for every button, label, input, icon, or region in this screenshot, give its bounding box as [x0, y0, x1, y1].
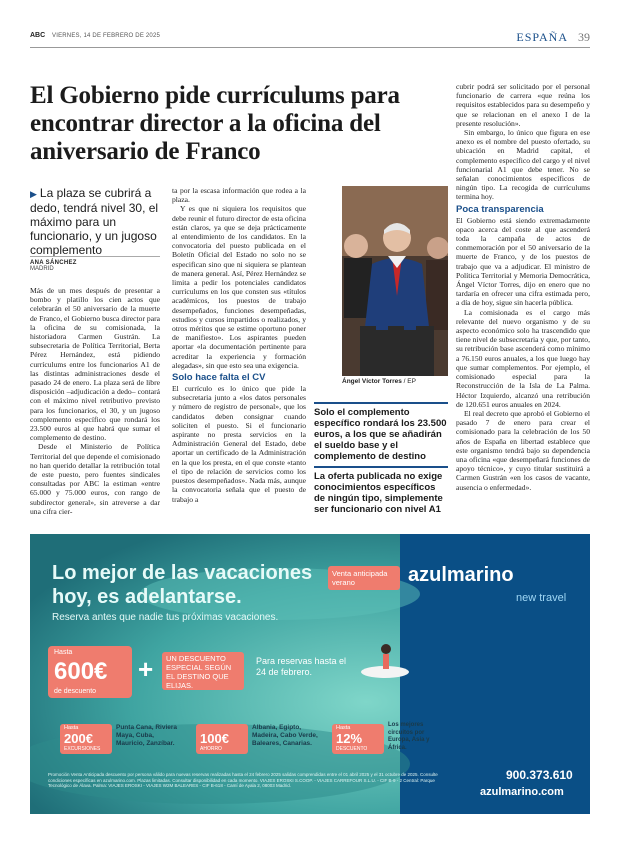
paragraph: ta por la escasa información que rodea a la plaza. [172, 186, 306, 205]
ad-brand-sub: new travel [516, 592, 567, 604]
deadline: Para reservas hasta el 24 de febrero. [256, 656, 347, 677]
byline [30, 256, 160, 272]
photo-illustration [342, 186, 448, 376]
column-4 [456, 82, 590, 492]
ad-brand: azulmarino [408, 564, 514, 586]
ad-legal: Promoción Venta Anticipada descuento por persona válido para nuevas reservas realizadas hasta el 24 febrero 2025 salidas comprendidas entre el 01 abril 2025 y el 31 octubre de 2025. Consulte condiciones específicas en azulmarino.com. Plazas limitadas. Consultar disponibilidad en cada momento. VIAJES EROSKI S.COOP. - VIAJES CARREFOUR S.L.U. - CIF B-9 - 2 Central: Parque Tecnológico de Álava. Palma: VIAJES EROSKI - VIAJES W2M BALEARES - CIF B-618 - Camí de Ayala 2, 08003 Madrid. [48, 772, 438, 789]
column-2 [172, 186, 306, 504]
paragraph: El Gobierno está siendo extremadamente opaco acerca del coste al que ascenderá toda la campaña de actos de conmemoración por el 50 aniversario de la muerte de Franco, y de los puestos de trabajo que va a adjudicar. El ministro de Política Territorial y Memoria Democrática, Ángel Víctor Torres, dijo en enero que no tardaría en ofrecer una cifra estimada pero, a día de hoy, sigue sin hacerla pública. [456, 215, 590, 308]
offer-1-box: Hasta 200€ EXCURSIONES [60, 724, 112, 754]
subheading: Poca transparencia [456, 203, 544, 215]
pull-quote-1: Solo el complemento específico rondará los 23.500 euros, a los que se añadirán el sueldo base y el complemento de destino [314, 402, 448, 462]
author-location: MADRID [30, 266, 54, 272]
paragraph: El currículo es lo único que pide la subsecretaria junto a «los datos personales y número de registro de personal», que los candidatos deben consignar cuando soliciten el puesto. Si el funcionario aspirante no presta servicios en la Administración General del Estado, debe aportar un certificado de la Administración en la que los presta, en el que conste «tanto el tipo de relación de servicios como los puestos desempeñados». Nada más, aunque la convocatoria señala que el puesto de trabajo a [172, 384, 306, 504]
page-number: 39 [578, 30, 590, 44]
offer-2-destinations: Albania, Egipto, Madeira, Cabo Verde, Baleares, Canarias. [252, 724, 318, 747]
offer-3-destinations: Los mejores circuitos por Europa, Asia y África. [388, 722, 430, 751]
photo-caption: Ángel Víctor Torres / EP [342, 378, 416, 385]
lead-triangle-icon: ▶ [30, 189, 37, 199]
discount-up-to: Hasta [54, 649, 73, 656]
ad-headline-2: hoy, es adelantarse. [52, 586, 242, 608]
paragraph: Más de un mes después de presentar a bombo y platillo los cien actos que celebrarán el 50 aniversario de la muerte de Franco, el Gobierno busca director para la oficina de su comisionada, la historiadora Carmen Gustrán. La subsecretaria de Política Territorial, Berta Pérez Hernández, está pidiendo currículums entre los funcionarios A1 de las distintas administraciones desde el pasado 24 de enero. La plaza será de libre disposición –adjudicación a dedo– contará con el máximo nivel retributivo previsto para los funcionarios, el 30, y un jugoso complemento específico que rondará los 23.500 euros al que habrá que sumar el complemento de destino. [30, 286, 160, 443]
paragraph: cubrir podrá ser solicitado por el personal funcionario de carrera «que reúna los requisitos establecidos para su desempeño y que se relacionan en el anexo I de la presente resolución». [456, 82, 590, 128]
special-discount: UN DESCUENTO ESPECIAL SEGÚN EL DESTINO QUE ELIJAS. [162, 652, 244, 690]
author-name: ANA SÁNCHEZ [30, 260, 77, 266]
paragraph: El real decreto que aprobó el Gobierno el pasado 7 de enero para crear el comisionado para la celebración de los 50 años de España en libertad establece que este organismo tendrá bajo su dependencia una oficina «que desempeñará funciones de apoyo técnico», y cuyo titular sustituirá a Carmen Gustrán «en los casos de vacante, ausencia o enfermedad». [456, 408, 590, 492]
paragraph: Y es que ni siquiera los requisitos que debe reunir el futuro director de esta oficina están claros, ya que se deja prácticamente al entendimiento de los candidatos. En la convocatoria del puesto publicada en el Boletín Oficial del Estado no solo no se especifican sino que ni siquiera se plantean de manera general. Así, Pérez Hernández se limita a pedir los potenciales candidatos currículums en los que consten sus «títulos académicos, los puestos de trabajo desempeñados, funciones desempeñadas, estudios y cursos impartidos o realizados, y otros méritos que se estime oportuno poner de manifiesto». Los aspirantes pueden aportar «la documentación pertinente para acreditar la experiencia y formación alegadas», sin que esto sea una exigencia. [172, 204, 306, 370]
discount-box [48, 646, 132, 698]
section-name: ESPAÑA [516, 30, 568, 44]
article-photo [342, 186, 448, 376]
advertisement[interactable] [30, 534, 590, 814]
discount-label: de descuento [54, 688, 97, 695]
paragraph: Desde el Ministerio de Política Territorial del que depende el comisionado no han querido detallar la retribución total de este puesto, pero fuentes sindicales consultadas por ABC la estiman «entre 65.000 y 75.000 euros, con rango de subdirector general», sin atreverse a dar una cifra cier- [30, 442, 160, 516]
pull-quote-2: La oferta publicada no exige conocimientos específicos de ningún tipo, simplemente ser funcionario con nivel A1 [314, 466, 448, 515]
header-logo: ABC [30, 32, 46, 39]
column-1 [30, 286, 160, 516]
subheading: Solo hace falta el CV [172, 372, 266, 384]
discount-value: 600€ [54, 658, 108, 685]
ad-phone[interactable]: 900.373.610 [506, 768, 573, 782]
ad-tagline: Reserva antes que nadie tus próximas vacaciones. [52, 612, 279, 623]
paragraph: Sin embargo, lo único que figura en ese anexo es el nombre del puesto ofertado, su ubicación en Madrid capital, el complemento específico del cargo y el nivel funcionarial A1 que debe tener. No se señalan conocimientos específicos de ningún tipo. La recogida de currículums termina hoy. [456, 128, 590, 202]
header-date: VIERNES, 14 DE FEBRERO DE 2025 [52, 33, 161, 39]
ad-website[interactable]: azulmarino.com [480, 786, 564, 798]
offer-3-box: Hasta 12% DESCUENTO [332, 724, 384, 754]
offer-2-box: 100€ AHORRO [196, 724, 248, 754]
paragraph: La comisionada es el cargo más relevante del nuevo organismo y de su aspecto económico solo ha trascendido que tiene nivel de subsecretaria y que, por tanto, su retribución base ascenderá como mínimo a 76.150 euros anuales, a los que luego hay que sumar complementos. Por ejemplo, el comisionado especial para la Reconstrucción de la Isla de La Palma. Héctor Izquierdo, alcanzó una retribución de 120.651 euros anuales en 2024. [456, 307, 590, 409]
ad-badge: Venta anticipada verano [328, 566, 400, 590]
page-header [30, 30, 590, 48]
plus-sign: + [138, 654, 154, 684]
offer-1-destinations: Punta Cana, Riviera Maya, Cuba, Mauricio, Zanzíbar. [116, 724, 178, 747]
article-lead: ▶ La plaza se cubrirá a dedo, tendrá nivel 30, el máximo para un funcionario, y un jugoso complemento [30, 186, 159, 257]
ad-headline-1: Lo mejor de las vacaciones [52, 562, 313, 584]
article-title: El Gobierno pide currículums para encontrar director a la oficina del aniversario de Franco [30, 82, 400, 165]
